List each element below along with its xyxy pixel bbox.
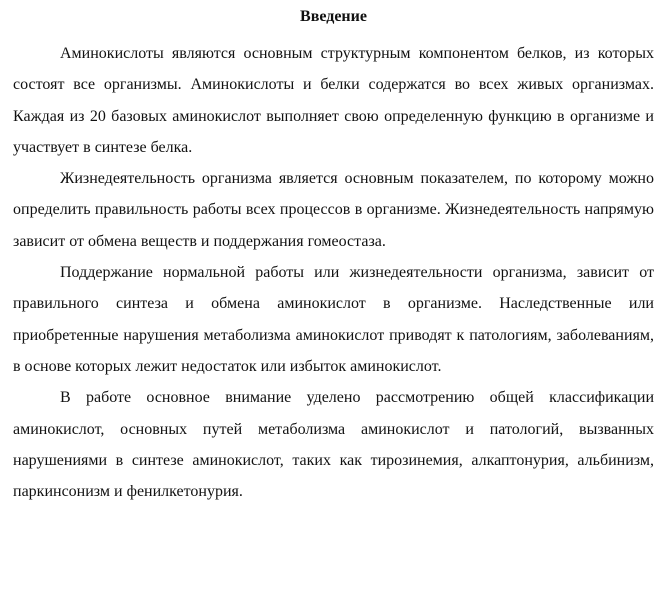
paragraph-1: Аминокислоты являются основным структурным компонентом белков, из которых состоят все организмы. Аминокислоты и белки содержатся во всех живых организмах. Каждая из 20 базовых аминокислот выполняет свою определенную функцию в организме и участвует в синтезе белка. — [13, 45, 654, 156]
paragraph-3: Поддержание нормальной работы или жизнедеятельности организма, зависит от правильного синтеза и обмена аминокислот в организме. Наследственные или приобретенные нарушения метаболизма аминокислот приводят к патологиям, заболеваниям, в основе которых лежит недостаток или избыток аминокислот. — [13, 264, 654, 375]
page-title: Введение — [300, 8, 367, 25]
paragraph-2: Жизнедеятельность организма является основным показателем, по которому можно определить правильность работы всех процессов в организме. Жизнедеятельность напрямую зависит от обмена веществ и поддержания гомеостаза. — [13, 170, 654, 250]
paragraph-4: В работе основное внимание уделено рассмотрению общей классификации аминокислот, основных путей метаболизма аминокислот и патологий, вызванных нарушениями в синтезе аминокислот, таких как тирозинемия, алкаптонурия, альбинизм, паркинсонизм и фенилкетонурия. — [13, 389, 654, 501]
